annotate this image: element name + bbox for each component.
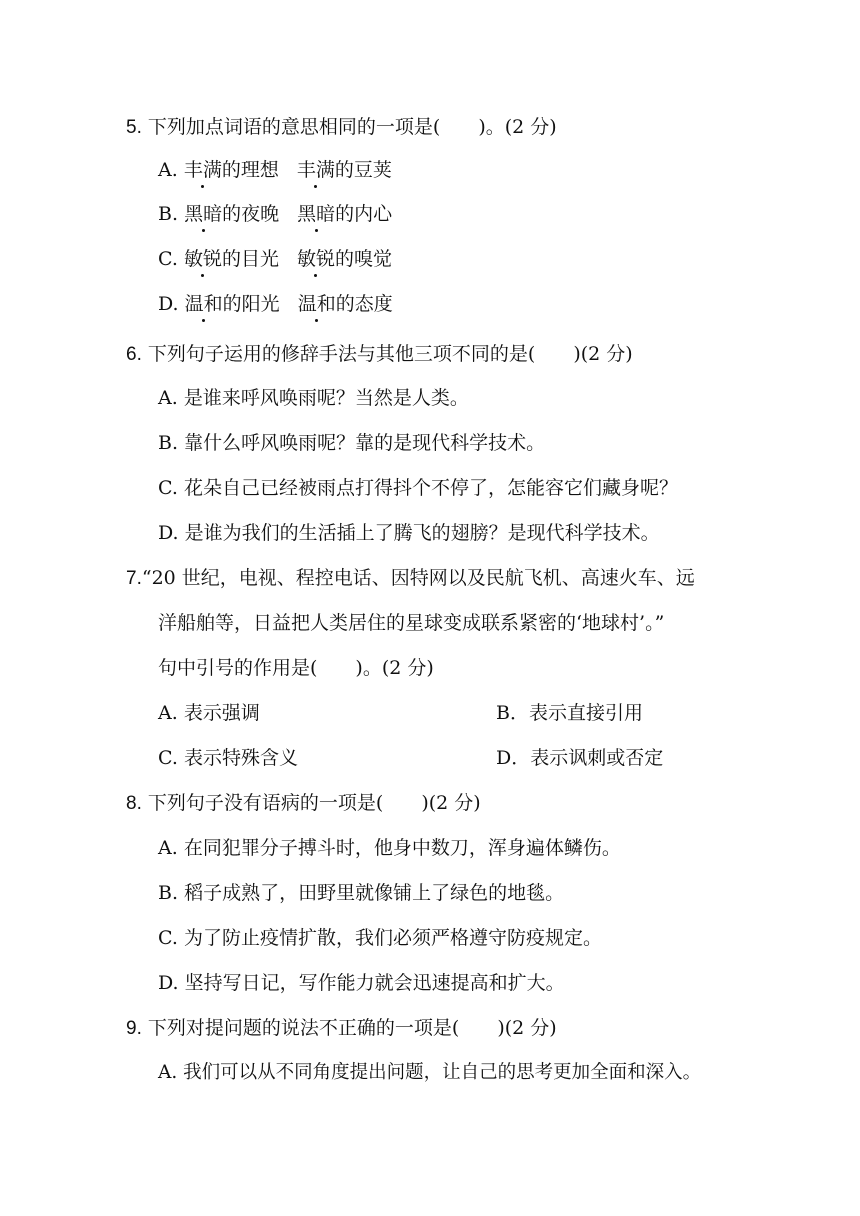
option-letter: C. xyxy=(158,927,178,949)
option-letter: C. xyxy=(158,747,178,769)
question-text: 下列句子运用的修辞手法与其他三项不同的是( )(2 分) xyxy=(147,343,633,365)
dotted-word: 黑暗 xyxy=(184,200,222,228)
question-7-option-b xyxy=(496,699,643,727)
question-number: 6. xyxy=(126,344,142,365)
question-number: 8. xyxy=(126,793,142,814)
question-7-option-c xyxy=(158,744,298,772)
option-text: 表示直接引用 xyxy=(528,702,643,724)
option-text: 的夜晚 xyxy=(222,203,280,225)
option-letter: B. xyxy=(158,882,179,904)
option-text: 是谁为我们的生活插上了腾飞的翅膀？是现代科学技术。 xyxy=(184,522,660,544)
option-text: 我们可以从不同角度提出问题，让自己的思考更加全面和深入。 xyxy=(183,1062,702,1083)
dotted-word: 黑暗 xyxy=(297,200,335,228)
option-letter: A. xyxy=(158,1062,178,1083)
option-text: 的理想 xyxy=(221,159,279,181)
question-6-stem xyxy=(126,340,633,369)
question-text: 下列加点词语的意思相同的一项是( )。(2 分) xyxy=(147,116,557,138)
question-7-stem-line-1 xyxy=(126,564,695,593)
question-7-stem-line-3 xyxy=(158,654,434,682)
option-text: 坚持写日记，写作能力就会迅速提高和扩大。 xyxy=(184,972,565,994)
option-letter: D． xyxy=(496,747,531,769)
option-text: 在同犯罪分子搏斗时，他身中数刀，浑身遍体鳞伤。 xyxy=(183,837,621,859)
option-letter: C. xyxy=(158,248,178,270)
option-letter: A. xyxy=(158,837,178,859)
option-text: 的态度 xyxy=(335,293,393,315)
option-letter: D. xyxy=(158,522,179,544)
question-8-option-b xyxy=(158,879,564,907)
question-8-option-a xyxy=(158,834,621,862)
question-6-option-c xyxy=(158,474,678,502)
question-text: 句中引号的作用是( )。(2 分) xyxy=(158,657,434,679)
option-text: 的目光 xyxy=(221,248,279,270)
dotted-word: 温和 xyxy=(185,290,223,318)
option-letter: D. xyxy=(158,293,179,315)
question-9-stem xyxy=(126,1014,557,1043)
option-text: 为了防止疫情扩散，我们必须严格遵守防疫规定。 xyxy=(183,927,602,949)
question-5-option-a xyxy=(158,156,392,184)
question-6-option-a xyxy=(158,384,469,412)
question-text: 下列句子没有语病的一项是( )(2 分) xyxy=(147,792,481,814)
question-9-option-a xyxy=(158,1059,701,1087)
option-letter: B. xyxy=(158,432,179,454)
question-8-option-d xyxy=(158,969,565,997)
option-letter: A. xyxy=(158,387,178,409)
option-letter: D. xyxy=(158,972,179,994)
question-text: “20 世纪，电视、程控电话、因特网以及民航飞机、高速火车、远 xyxy=(141,567,695,589)
question-8-option-c xyxy=(158,924,602,952)
option-letter: A. xyxy=(158,702,178,724)
option-text: 表示讽刺或否定 xyxy=(530,747,664,769)
question-7-option-a xyxy=(158,699,260,727)
option-text: 的阳光 xyxy=(222,293,280,315)
question-number: 5. xyxy=(126,117,142,138)
question-5-option-c xyxy=(158,245,392,273)
question-8-stem xyxy=(126,789,481,818)
dotted-word: 敏锐 xyxy=(184,245,222,273)
dotted-word: 丰满 xyxy=(297,156,335,184)
question-7-stem-line-2 xyxy=(158,609,664,637)
option-text: 的嗅觉 xyxy=(335,248,393,270)
option-text: 的内心 xyxy=(335,203,393,225)
question-number: 7. xyxy=(126,568,142,589)
question-text: 下列对提问题的说法不正确的一项是( )(2 分) xyxy=(147,1017,557,1039)
option-text: 的豆荚 xyxy=(334,159,392,181)
dotted-word: 温和 xyxy=(298,290,336,318)
option-text: 花朵自己已经被雨点打得抖个不停了，怎能容它们藏身呢？ xyxy=(183,477,678,499)
option-letter: C. xyxy=(158,477,178,499)
option-text: 表示强调 xyxy=(183,702,260,724)
option-letter: B. xyxy=(158,203,179,225)
option-letter: A. xyxy=(158,159,178,181)
question-6-option-d xyxy=(158,519,660,547)
question-text: 洋船舶等，日益把人类居住的星球变成联系紧密的‘地球村’。” xyxy=(158,612,665,634)
question-number: 9. xyxy=(126,1018,142,1039)
option-letter: B． xyxy=(496,702,529,724)
option-text: 表示特殊含义 xyxy=(183,747,298,769)
question-6-option-b xyxy=(158,429,545,457)
option-text: 靠什么呼风唤雨呢？靠的是现代科学技术。 xyxy=(184,432,546,454)
question-7-option-d xyxy=(496,744,663,772)
dotted-word: 敏锐 xyxy=(297,245,335,273)
question-5-option-d xyxy=(158,290,393,318)
question-5-option-b xyxy=(158,200,392,228)
option-text: 稻子成熟了，田野里就像铺上了绿色的地毯。 xyxy=(184,882,565,904)
dotted-word: 丰满 xyxy=(184,156,222,184)
option-text: 是谁来呼风唤雨呢？当然是人类。 xyxy=(183,387,469,409)
question-5-stem xyxy=(126,113,557,142)
